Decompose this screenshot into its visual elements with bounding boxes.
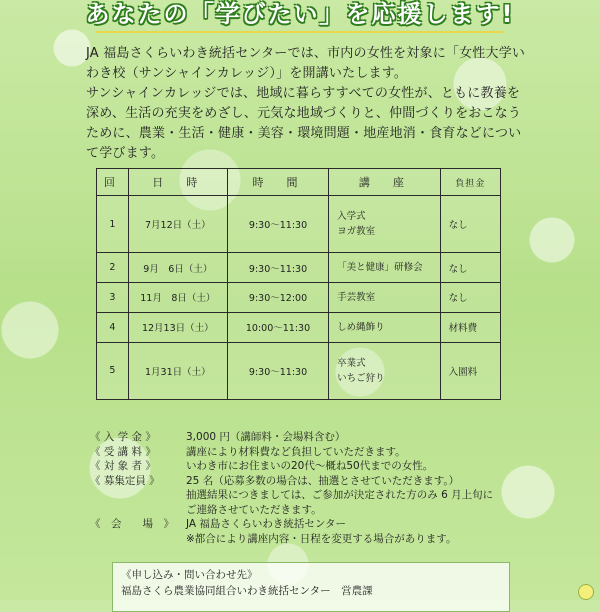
venue-label: 《 会 場 》 — [90, 518, 174, 530]
target-value: いわき市にお住まいの20代〜概ね50代までの女性。 — [186, 460, 434, 472]
cell-date: 1月31日（土） — [128, 342, 227, 400]
info-venue — [90, 517, 570, 532]
info-section — [90, 430, 570, 546]
cell-time: 9:30〜12:00 — [227, 283, 328, 313]
cell-date: 9月 6日（土） — [128, 253, 227, 283]
header-time: 時 間 — [227, 169, 328, 196]
cell-fee: 入園料 — [440, 342, 500, 400]
course-line: 手芸教室 — [337, 291, 376, 303]
table-row — [97, 253, 501, 283]
cell-date: 12月13日（土） — [128, 312, 227, 342]
capacity-label: 《 募集定員 》 — [90, 474, 160, 487]
cell-date: 11月 8日（土） — [128, 283, 227, 313]
header-number: 回 — [97, 169, 129, 196]
cell-course — [329, 253, 440, 283]
capacity-note-1: 抽選結果につきましては、ご参加が決定された方のみ 6 月上旬に — [186, 489, 494, 501]
intro-text — [86, 44, 526, 164]
cell-time: 9:30〜11:30 — [227, 342, 328, 400]
cell-fee: なし — [440, 253, 500, 283]
fee-value: 講座により材料費など負担していただきます。 — [186, 445, 406, 458]
course-line: ヨガ教室 — [337, 226, 376, 238]
cell-number: 3 — [97, 283, 129, 313]
info-fee — [90, 445, 570, 460]
admission-label: 《 入 学 金 》 — [90, 431, 156, 443]
info-admission — [90, 430, 570, 445]
contact-box — [112, 562, 510, 612]
info-capacity — [90, 474, 570, 489]
cell-number: 4 — [97, 312, 129, 342]
venue-value: JA 福島さくらいわき統括センター — [186, 518, 347, 530]
cell-date: 7月12日（土） — [128, 196, 227, 253]
table-row — [97, 283, 501, 313]
cell-number: 5 — [97, 342, 129, 400]
page-title: あなたの「学びたい」を応援します! — [85, 0, 515, 28]
info-target — [90, 459, 570, 474]
title-underline — [96, 31, 504, 33]
capacity-value: 25 名（応募多数の場合は、抽選とさせていただきます。） — [186, 474, 460, 487]
cell-course — [329, 342, 440, 400]
schedule-table — [96, 168, 501, 400]
cell-fee: なし — [440, 283, 500, 313]
venue-note: ※都合により講座内容・日程を変更する場合があります。 — [186, 532, 457, 545]
cell-course — [329, 312, 440, 342]
cell-course — [329, 283, 440, 313]
table-row — [97, 196, 501, 253]
cell-number: 1 — [97, 196, 129, 253]
capacity-note-2: ご連絡させていただきます。 — [186, 503, 322, 516]
header-course: 講 座 — [329, 169, 440, 196]
header-fee: 負担金 — [440, 169, 500, 196]
header-date: 日 時 — [128, 169, 227, 196]
intro-paragraph-2: サンシャインカレッジでは、地域に暮らすすべての女性が、ともに教養を深め、生活の充実をめざし、元気な地域づくりと、仲間づくりをおこなうために、農業・生活・健康・美容・環境問題・地産地消・食育などについて学びます。 — [86, 86, 522, 161]
intro-paragraph-1: JA 福島さくらいわき統括センターでは、市内の女性を対象に「女性大学いわき校（サンシャインカレッジ）」を開講いたします。 — [86, 46, 526, 81]
cell-fee: 材料費 — [440, 312, 500, 342]
course-line: しめ縄飾り — [337, 321, 385, 333]
course-line: 卒業式 — [337, 357, 366, 369]
course-line: 「美と健康」研修会 — [337, 262, 423, 274]
contact-line: 福島さくら農業協同組合いわき統括センター 営農課 — [121, 585, 373, 597]
cell-time: 9:30〜11:30 — [227, 196, 328, 253]
flower-icon — [578, 584, 594, 600]
fee-label: 《 受 講 料 》 — [90, 445, 156, 458]
course-line: いちご狩り — [337, 372, 385, 384]
schedule-header-row — [97, 169, 501, 196]
cell-time: 9:30〜11:30 — [227, 253, 328, 283]
table-row — [97, 342, 501, 400]
cell-fee: なし — [440, 196, 500, 253]
cell-course — [329, 196, 440, 253]
admission-value: 3,000 円（講師料・会場料含む） — [186, 431, 346, 443]
course-line: 入学式 — [337, 211, 366, 223]
table-row — [97, 312, 501, 342]
cell-time: 10:00〜11:30 — [227, 312, 328, 342]
cell-number: 2 — [97, 253, 129, 283]
target-label: 《 対 象 者 》 — [90, 460, 156, 472]
contact-heading: 《申し込み・問い合わせ先》 — [121, 569, 258, 581]
